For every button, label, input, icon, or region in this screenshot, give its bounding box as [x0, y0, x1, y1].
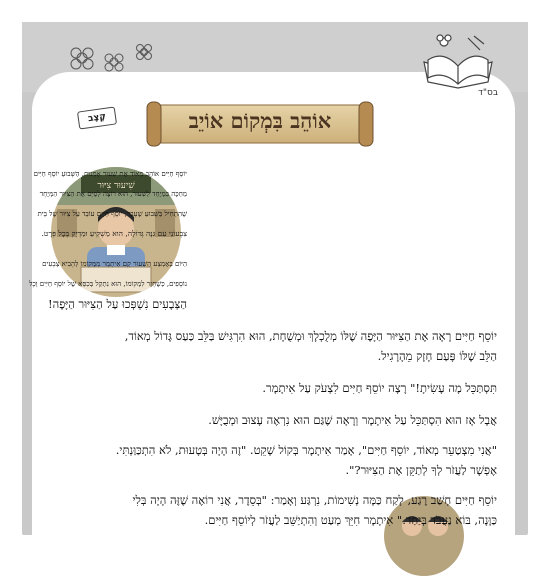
story-line: הַצְּבָעִים נִשְׁפְּכוּ עַל הַצִּיּוּר הַיָּפֶה! — [48, 297, 187, 311]
tag-label: קֶצֶב — [77, 106, 117, 129]
story-line: נוֹסָפִים, כְּשֶׁחָזַר לִמְקוֹמוֹ, הוּא נִתְקַל בְּכִסֵּא שֶׁל יוֹסֵף חַיִּים וְכָל — [29, 280, 187, 288]
story-line: מְחַכֶּה בִּמְיֻחָד לַשִּׁעוּר, הוּא רוֹצֶה לְסַיֵּם אֶת הַצִּיּוּר הַמְּיֻחָד — [39, 190, 187, 198]
story-line: צִבְעוֹנִי עִם גִּנָּה גְּדוֹלָה, הוּא מַשְׁקִיעַ וּמַדְיֵק בְּכָל פְּרָט. — [41, 229, 187, 238]
sign-text: שִׁיעוּר צִיּוּר — [97, 181, 135, 191]
story-line: יוֹסֵף חַיִּים רָאָה אֶת הַצִּיּוּר הַיָּפֶה שֶׁלּוֹ מְלֻכְלָךְ וּמְשֻׁחָת, הוּא הִרְגִּישׁ בַּלֵּב כַּעַס גָּדוֹל מְאוֹד, — [124, 329, 497, 343]
open-book-icon — [418, 32, 498, 90]
story-line: תִּסְתַּכֵּל מָה עָשִׂיתָ!" רָצָה יוֹסֵף חַיִּים לִצְעֹק עַל אִיתָמָר. — [262, 381, 497, 395]
story-line: אֶפְשָׁר לַעֲזֹר לְךָ לְתַקֵּן אֶת הַצִּיּוּר?". — [345, 463, 497, 477]
story-line: אֲבָל אָז הוּא הִסְתַּכֵּל עַל אִיתָמָר וְרָאָה שֶׁגַּם הוּא נִרְאֶה עָצוּב וּמְבֻיָּשׁ. — [208, 413, 497, 427]
story-line: "אֲנִי מִצְטַעֵר מְאוֹד, יוֹסֵף חַיִּים", אָמַר אִיתָמָר בְּקוֹל שָׁקֵט. "זֶה הָיָה בְּטָעוּת, לֹא הִתְכַּוַּנְתִּי. — [115, 443, 497, 457]
story-line: הַיּוֹם בְּאֶמְצַע הַשִּׁעוּר קָם אִיתָמָר מִמְּקוֹמוֹ לְהָבִיא צְבָעִים — [42, 260, 187, 268]
page-title: אוֹהֵב בִּמְקוֹם אוֹיֵב — [188, 108, 332, 133]
corner-mark: בס"ד — [478, 88, 499, 98]
story-line: הַלֵּב שֶׁלּוֹ פָּעַם חָזָק מֵהָרָגִיל. — [377, 349, 497, 363]
story-line: יוֹסֵף חַיִּים חָשַׁב רֶגַע, לָקַח כַּמָּה נְשִׁימוֹת, נִרְגַּע וְאָמַר: "בְּסֵדֶר, אֲנִי רוֹאֶה שֶׁזֶּה הָיָה בְּלִי — [132, 493, 497, 507]
story-line: כַּוָּנָה, בּוֹא נַעֲבֹד בְּיַחַד." אִיתָמָר חִיֵּךְ מְעַט וְהִתְיַשֵּׁב לַעֲזֹר לְיוֹסֵף חַיִּים. — [204, 513, 497, 527]
story-line: שֶׁהִתְחִיל בַּשָּׁבוּעַ שֶׁעָבַר, יוֹסֵף חַיִּים עוֹבֵד עַל צִיּוּר שֶׁל בֵּית — [37, 210, 187, 218]
story-line: יוֹסֵף חַיִּים אוֹהֵב מְאוֹד אֶת שִׁעוּר אָמָנוּת, הַשָּׁבוּעַ יוֹסֵף חַיִּים — [33, 170, 187, 178]
